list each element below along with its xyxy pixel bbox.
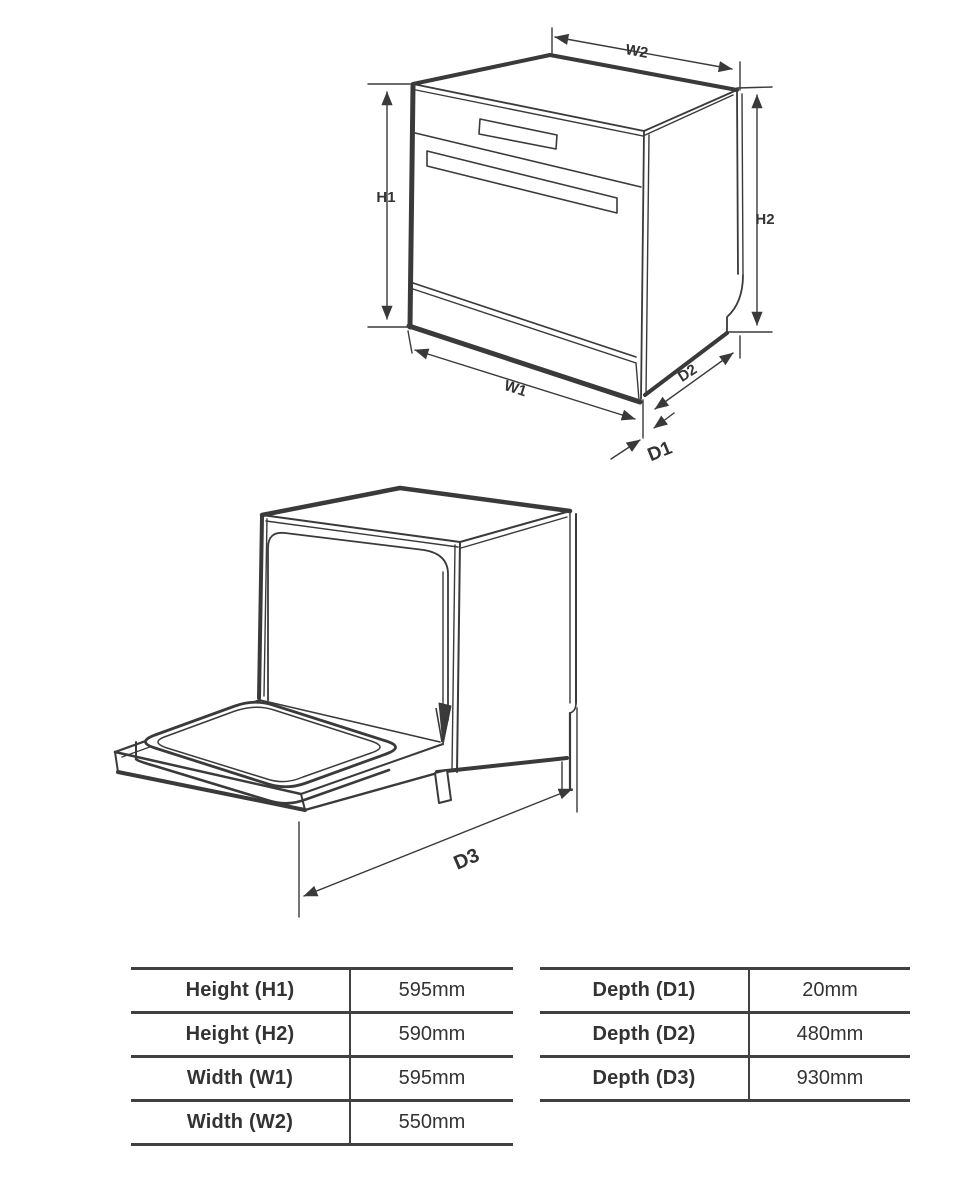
front-right-edge [641,131,644,399]
front-top-edge [413,84,644,131]
table-row [131,1058,513,1102]
rear-foot-cutout [727,275,743,332]
front-left-edge [259,517,262,698]
row-label: Width (W2) [131,1102,351,1143]
table-row [131,1102,513,1146]
front-right-inner-edge [452,545,455,770]
row-label: Width (W1) [131,1058,351,1099]
front-right-inner-edge [646,135,649,395]
side-top-edge [460,511,570,542]
row-value: 20mm [802,979,858,1001]
front-foot [435,770,451,803]
label-d2: D2 [674,360,701,386]
table-row [540,970,910,1014]
dimension-table-depth [540,967,910,1102]
table-row [540,1014,910,1058]
row-value: 595mm [398,979,466,1001]
row-label: Height (H1) [131,970,351,1011]
table-row [131,970,513,1014]
control-panel-line [411,132,641,187]
table-row [131,1014,513,1058]
cabinet-outline-light [410,84,743,400]
kickplate-top-line [410,288,636,363]
door-bottom-line [410,282,636,357]
open-view-diagram [95,480,615,930]
front-left-inner-edge [264,519,267,696]
row-value: 930mm [796,1067,864,1089]
label-h1: H1 [376,189,396,206]
side-top-rim [461,517,567,548]
row-label: Depth (D3) [540,1058,750,1099]
label-w1: W1 [502,377,529,401]
door-left-cap [115,752,118,772]
row-value: 595mm [398,1067,466,1089]
side-top-edge [644,90,737,131]
doorway-opening [268,533,448,720]
row-label: Depth (D1) [540,970,750,1011]
d1-leader-upper [654,413,674,428]
h2-top-tick [737,87,772,88]
foot-and-hinge [435,703,451,803]
d3-label-group [451,844,483,874]
top-left-and-back-edge [413,55,737,90]
back-right-edge [737,91,738,274]
row-label: Depth (D2) [540,1014,750,1055]
closed-view-diagram [330,10,800,480]
display-window [479,119,557,149]
d3-dimension-line [304,789,572,896]
row-value: 590mm [398,1023,466,1045]
top-edges-heavy [262,488,570,515]
label-d1: D1 [644,437,676,467]
front-right-edge [457,542,460,772]
side-top-rim [643,95,733,136]
d1-leader-lower [611,440,640,459]
door-handle-bar [427,151,617,213]
dimension-labels [376,41,774,466]
row-value: 480mm [796,1023,864,1045]
label-d3: D3 [450,844,483,875]
pullout-tray [136,702,396,803]
row-value: 550mm [398,1111,466,1133]
cabinet-outline-heavy [409,55,737,402]
dimension-table-height-width [131,967,513,1146]
back-edge-notch [570,703,576,713]
label-w2: W2 [624,41,650,62]
front-top-edge [262,515,460,542]
w1-left-extension [408,331,412,353]
back-right-outer-edge [742,94,743,274]
table-row [540,1058,910,1102]
front-left-edge [410,86,413,327]
row-label: Height (H2) [131,1014,351,1055]
kickplate-right-edge [636,363,639,400]
label-h2: H2 [755,211,775,228]
